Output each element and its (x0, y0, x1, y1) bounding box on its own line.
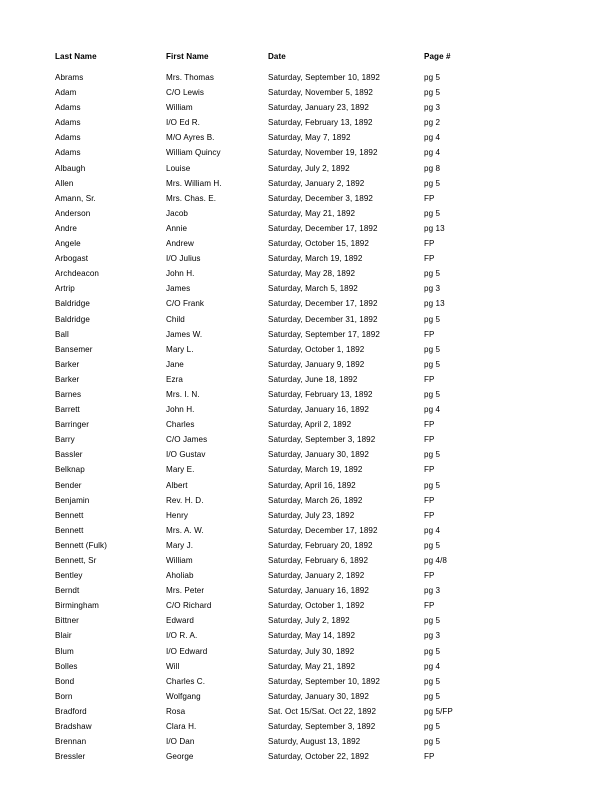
cell-first-name: Rosa (166, 706, 186, 716)
cell-date: Saturday, September 10, 1892 (268, 676, 380, 686)
cell-date: Saturday, January 16, 1892 (268, 405, 369, 415)
table-row (55, 281, 560, 296)
cell-page: pg 5 (424, 389, 441, 399)
cell-first-name: Clara H. (166, 722, 197, 732)
cell-date: Saturday, December 17, 1892 (268, 223, 378, 233)
table-row (55, 206, 560, 221)
table-row (55, 251, 560, 266)
cell-last-name: Andre (55, 223, 78, 233)
cell-date: Saturday, March 26, 1892 (268, 495, 363, 505)
cell-last-name: Barnes (55, 389, 82, 399)
cell-first-name: I/O Julius (166, 254, 201, 264)
cell-page: pg 4/8 (424, 556, 447, 565)
column-header-last-name: Last Name (55, 52, 97, 61)
table-row (55, 583, 560, 598)
cell-last-name: Birmingham (55, 601, 99, 611)
cell-last-name: Anderson (55, 208, 91, 218)
cell-page: pg 4 (424, 661, 441, 671)
cell-page: pg 5 (424, 88, 441, 98)
cell-last-name: Arbogast (55, 254, 89, 264)
cell-first-name: Louise (166, 163, 191, 173)
table-row (55, 402, 560, 417)
cell-first-name: Mary L. (166, 344, 194, 354)
cell-first-name: Child (166, 314, 185, 324)
cell-last-name: Adam (55, 88, 77, 98)
cell-page: pg 5 (424, 73, 441, 82)
table-header (55, 52, 560, 70)
column-header-first-name: First Name (166, 52, 209, 61)
cell-last-name: Bressler (55, 752, 86, 762)
cell-last-name: Blum (55, 646, 74, 656)
cell-last-name: Adams (55, 148, 81, 158)
cell-date: Saturday, January 30, 1892 (268, 691, 369, 701)
table-row (55, 538, 560, 553)
cell-page: pg 4 (424, 148, 441, 158)
cell-first-name: Charles C. (166, 676, 206, 686)
cell-last-name: Amann, Sr. (55, 193, 96, 203)
cell-first-name: Mary J. (166, 540, 194, 550)
cell-date: Saturday, May 14, 1892 (268, 631, 356, 641)
cell-date: Saturday, December 17, 1892 (268, 525, 378, 535)
cell-last-name: Brennan (55, 737, 87, 747)
cell-last-name: Bennett (55, 510, 84, 520)
table-row (55, 417, 560, 432)
cell-date: Saturday, November 19, 1892 (268, 148, 378, 158)
cell-page: pg 5 (424, 359, 441, 369)
cell-last-name: Baldridge (55, 314, 90, 324)
cell-first-name: Mary E. (166, 465, 195, 475)
table-row (55, 312, 560, 327)
cell-page: pg 5 (424, 480, 441, 490)
cell-date: Saturday, October 1, 1892 (268, 344, 365, 354)
table-row (55, 523, 560, 538)
cell-last-name: Bittner (55, 616, 79, 626)
cell-first-name: C/O Frank (166, 299, 205, 309)
cell-page: pg 3 (424, 284, 441, 294)
cell-page: pg 8 (424, 163, 441, 173)
cell-last-name: Archdeacon (55, 269, 100, 279)
cell-date: Saturday, March 5, 1892 (268, 284, 358, 294)
cell-first-name: Edward (166, 616, 194, 626)
cell-last-name: Barker (55, 374, 80, 384)
cell-page: FP (424, 495, 435, 505)
cell-page: FP (424, 420, 435, 430)
cell-first-name: James (166, 284, 191, 294)
cell-date: Saturday, April 16, 1892 (268, 480, 356, 490)
cell-last-name: Barringer (55, 420, 90, 430)
cell-date: Saturday, October 22, 1892 (268, 752, 369, 762)
cell-page: pg 4 (424, 525, 441, 535)
cell-last-name: Bradshaw (55, 722, 92, 732)
cell-first-name: Jane (166, 359, 184, 369)
table-row (55, 327, 560, 342)
table-row (55, 357, 560, 372)
cell-date: Saturdy, August 13, 1892 (268, 737, 361, 747)
cell-last-name: Artrip (55, 284, 75, 294)
table-row (55, 85, 560, 100)
table-row (55, 130, 560, 145)
table-row (55, 100, 560, 115)
table-row (55, 478, 560, 493)
cell-page: pg 5 (424, 722, 441, 732)
table-row (55, 236, 560, 251)
cell-date: Saturday, January 2, 1892 (268, 571, 365, 581)
cell-last-name: Adams (55, 118, 81, 128)
cell-last-name: Baldridge (55, 299, 90, 309)
table-row (55, 628, 560, 643)
cell-first-name: Charles (166, 420, 195, 430)
cell-first-name: Andrew (166, 239, 194, 249)
cell-date: Saturday, December 17, 1892 (268, 299, 378, 309)
cell-first-name: Wolfgang (166, 691, 201, 701)
table-row (55, 145, 560, 160)
table-row (55, 462, 560, 477)
cell-first-name: Mrs. William H. (166, 178, 222, 188)
cell-date: Saturday, December 31, 1892 (268, 314, 378, 324)
cell-last-name: Bennett (55, 525, 84, 535)
cell-page: pg 4 (424, 405, 441, 415)
cell-page: FP (424, 254, 435, 264)
cell-date: Saturday, September 3, 1892 (268, 722, 376, 732)
cell-page: FP (424, 601, 435, 611)
cell-date: Saturday, February 20, 1892 (268, 540, 373, 550)
cell-last-name: Allen (55, 178, 74, 188)
table-row (55, 221, 560, 236)
cell-last-name: Albaugh (55, 163, 86, 173)
cell-first-name: Will (166, 661, 180, 671)
cell-date: Saturday, January 2, 1892 (268, 178, 365, 188)
cell-date: Saturday, February 13, 1892 (268, 118, 373, 128)
table-row (55, 553, 560, 568)
cell-last-name: Barry (55, 435, 75, 445)
cell-date: Saturday, January 16, 1892 (268, 586, 369, 596)
cell-last-name: Angele (55, 239, 81, 249)
cell-date: Saturday, July 23, 1892 (268, 510, 355, 520)
cell-first-name: Mrs. Chas. E. (166, 193, 217, 203)
table-row (55, 613, 560, 628)
cell-last-name: Barker (55, 359, 80, 369)
cell-page: FP (424, 465, 435, 475)
table-row (55, 115, 560, 130)
cell-last-name: Benjamin (55, 495, 90, 505)
cell-page: pg 5 (424, 691, 441, 701)
table-row (55, 176, 560, 191)
name-index-table (55, 52, 560, 764)
cell-date: Saturday, February 13, 1892 (268, 389, 373, 399)
cell-first-name: William (166, 103, 193, 113)
cell-first-name: Rev. H. D. (166, 495, 204, 505)
cell-page: FP (424, 329, 435, 339)
table-row (55, 508, 560, 523)
cell-date: Saturday, January 30, 1892 (268, 450, 369, 460)
cell-date: Sat. Oct 15/Sat. Oct 22, 1892 (268, 706, 377, 716)
cell-date: Saturday, September 3, 1892 (268, 435, 376, 445)
cell-first-name: James W. (166, 329, 203, 339)
cell-page: pg 3 (424, 631, 441, 641)
cell-last-name: Bentley (55, 571, 83, 581)
column-header-page: Page # (424, 52, 451, 61)
cell-date: Saturday, September 17, 1892 (268, 329, 380, 339)
cell-last-name: Blair (55, 631, 72, 641)
cell-first-name: Aholiab (166, 571, 194, 581)
cell-page: pg 5 (424, 208, 441, 218)
cell-last-name: Ball (55, 329, 69, 339)
cell-last-name: Barrett (55, 405, 80, 415)
cell-date: Saturday, June 18, 1892 (268, 374, 358, 384)
cell-page: pg 5 (424, 646, 441, 656)
table-row (55, 387, 560, 402)
cell-last-name: Bolles (55, 661, 78, 671)
cell-first-name: Mrs. Thomas (166, 73, 214, 82)
cell-first-name: C/O James (166, 435, 208, 445)
cell-date: Saturday, January 23, 1892 (268, 103, 369, 113)
cell-last-name: Bradford (55, 706, 87, 716)
cell-first-name: Annie (166, 223, 188, 233)
table-row (55, 749, 560, 764)
cell-first-name: I/O Dan (166, 737, 195, 747)
table-row (55, 372, 560, 387)
table-body (55, 70, 560, 764)
cell-page: pg 5 (424, 616, 441, 626)
cell-page: FP (424, 193, 435, 203)
cell-first-name: I/O R. A. (166, 631, 198, 641)
cell-page: FP (424, 239, 435, 249)
cell-date: Saturday, May 21, 1892 (268, 661, 356, 671)
cell-page: FP (424, 435, 435, 445)
cell-page: FP (424, 752, 435, 762)
cell-first-name: Henry (166, 510, 188, 520)
table-row (55, 704, 560, 719)
cell-first-name: Mrs. Peter (166, 586, 205, 596)
table-row (55, 719, 560, 734)
table-row (55, 734, 560, 749)
cell-page: FP (424, 510, 435, 520)
cell-page: pg 5 (424, 178, 441, 188)
table-row (55, 296, 560, 311)
cell-page: pg 4 (424, 133, 441, 143)
cell-date: Saturday, July 30, 1892 (268, 646, 355, 656)
cell-last-name: Born (55, 691, 73, 701)
cell-page: pg 13 (424, 299, 445, 309)
cell-first-name: C/O Lewis (166, 88, 205, 98)
cell-first-name: John H. (166, 269, 195, 279)
cell-last-name: Bender (55, 480, 82, 490)
cell-first-name: C/O Richard (166, 601, 212, 611)
cell-last-name: Adams (55, 103, 81, 113)
cell-date: Saturday, September 10, 1892 (268, 73, 380, 82)
table-row (55, 659, 560, 674)
table-row (55, 191, 560, 206)
table-row (55, 568, 560, 583)
cell-first-name: George (166, 752, 194, 762)
cell-page: FP (424, 374, 435, 384)
table-header-row (55, 52, 560, 70)
cell-page: pg 5 (424, 540, 441, 550)
cell-last-name: Abrams (55, 73, 84, 82)
cell-first-name: William Quincy (166, 148, 221, 158)
table-row (55, 266, 560, 281)
cell-page: pg 3 (424, 103, 441, 113)
cell-date: Saturday, July 2, 1892 (268, 616, 350, 626)
cell-first-name: I/O Gustav (166, 450, 206, 460)
table-row (55, 342, 560, 357)
table-row (55, 689, 560, 704)
cell-first-name: M/O Ayres B. (166, 133, 215, 143)
cell-date: Saturday, July 2, 1892 (268, 163, 350, 173)
cell-last-name: Berndt (55, 586, 80, 596)
cell-date: Saturday, March 19, 1892 (268, 254, 363, 264)
cell-date: Saturday, October 15, 1892 (268, 239, 369, 249)
cell-date: Saturday, January 9, 1892 (268, 359, 365, 369)
cell-date: Saturday, May 7, 1892 (268, 133, 351, 143)
cell-date: Saturday, December 3, 1892 (268, 193, 373, 203)
cell-last-name: Bansemer (55, 344, 93, 354)
cell-page: pg 5 (424, 450, 441, 460)
table-row (55, 598, 560, 613)
cell-page: FP (424, 571, 435, 581)
table-row (55, 493, 560, 508)
cell-page: pg 5/FP (424, 706, 453, 716)
cell-last-name: Adams (55, 133, 81, 143)
table-row (55, 674, 560, 689)
cell-first-name: Mrs. A. W. (166, 525, 204, 535)
table-row (55, 161, 560, 176)
cell-date: Saturday, November 5, 1892 (268, 88, 373, 98)
cell-date: Saturday, April 2, 1892 (268, 420, 352, 430)
cell-first-name: Albert (166, 480, 188, 490)
table-row (55, 644, 560, 659)
cell-page: pg 5 (424, 344, 441, 354)
cell-date: Saturday, February 6, 1892 (268, 556, 369, 565)
cell-page: pg 13 (424, 223, 445, 233)
cell-first-name: I/O Ed R. (166, 118, 201, 128)
table-row (55, 447, 560, 462)
cell-last-name: Bond (55, 676, 75, 686)
cell-page: pg 2 (424, 118, 441, 128)
cell-page: pg 5 (424, 676, 441, 686)
cell-first-name: Ezra (166, 374, 183, 384)
cell-last-name: Belknap (55, 465, 85, 475)
cell-first-name: William (166, 556, 193, 565)
table-row (55, 432, 560, 447)
cell-first-name: Mrs. I. N. (166, 389, 200, 399)
cell-last-name: Bennett (Fulk) (55, 540, 107, 550)
cell-date: Saturday, May 28, 1892 (268, 269, 356, 279)
cell-first-name: I/O Edward (166, 646, 208, 656)
column-header-date: Date (268, 52, 286, 61)
cell-first-name: Jacob (166, 208, 189, 218)
cell-date: Saturday, March 19, 1892 (268, 465, 363, 475)
cell-page: pg 3 (424, 586, 441, 596)
cell-last-name: Bennett, Sr (55, 556, 97, 565)
cell-page: pg 5 (424, 737, 441, 747)
cell-page: pg 5 (424, 269, 441, 279)
cell-last-name: Bassler (55, 450, 83, 460)
cell-date: Saturday, May 21, 1892 (268, 208, 356, 218)
cell-first-name: John H. (166, 405, 195, 415)
cell-page: pg 5 (424, 314, 441, 324)
table-row (55, 70, 560, 85)
cell-date: Saturday, October 1, 1892 (268, 601, 365, 611)
